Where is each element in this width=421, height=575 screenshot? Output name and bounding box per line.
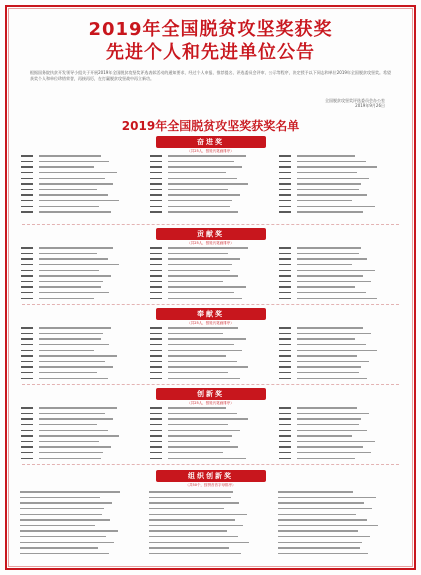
section-divider bbox=[22, 224, 399, 225]
awardee-detail-placeholder bbox=[297, 189, 359, 190]
awardee-detail-placeholder bbox=[168, 344, 234, 345]
awardee-detail-placeholder bbox=[168, 430, 240, 431]
awardee-detail-placeholder bbox=[297, 344, 366, 345]
awardee-detail-placeholder bbox=[20, 514, 102, 515]
awardee-detail-placeholder bbox=[297, 327, 363, 328]
awardee-detail-placeholder bbox=[39, 270, 99, 271]
announcement-title-line2: 先进个人和先进单位公告 bbox=[106, 42, 315, 63]
award-entry-row bbox=[149, 456, 272, 462]
awardee-detail-placeholder bbox=[168, 253, 228, 254]
awardee-detail-placeholder bbox=[297, 281, 371, 282]
awardee-detail-placeholder bbox=[297, 211, 363, 212]
awardee-detail-placeholder bbox=[297, 430, 367, 431]
awardee-detail-placeholder bbox=[297, 424, 359, 425]
awardee-detail-placeholder bbox=[20, 525, 95, 526]
awardee-detail-placeholder bbox=[278, 553, 368, 554]
awardee-detail-placeholder bbox=[278, 542, 362, 543]
awardee-detail-placeholder bbox=[168, 366, 248, 367]
name-column bbox=[20, 490, 143, 556]
awardee-detail-placeholder bbox=[297, 355, 357, 356]
awardee-name-placeholder bbox=[278, 376, 296, 382]
awardee-detail-placeholder bbox=[20, 553, 109, 554]
awardee-detail-placeholder bbox=[168, 270, 230, 271]
section-count: （共25人，按姓氏笔画排序） bbox=[187, 149, 234, 153]
awardee-detail-placeholder bbox=[168, 172, 226, 173]
awardee-detail-placeholder bbox=[297, 418, 361, 419]
awardee-detail-placeholder bbox=[20, 530, 118, 531]
name-column bbox=[149, 246, 272, 302]
awardee-detail-placeholder bbox=[168, 183, 248, 184]
name-column bbox=[278, 246, 401, 302]
awardee-detail-placeholder bbox=[297, 161, 366, 162]
award-org-row bbox=[278, 552, 401, 556]
awardee-name-placeholder bbox=[278, 296, 296, 302]
name-column bbox=[149, 154, 272, 221]
awardee-detail-placeholder bbox=[39, 275, 111, 276]
awardee-detail-placeholder bbox=[149, 508, 224, 509]
section-title: 创新奖 bbox=[156, 388, 266, 400]
awardee-detail-placeholder bbox=[168, 247, 248, 248]
awardee-name-placeholder bbox=[20, 456, 38, 462]
awardee-detail-placeholder bbox=[168, 286, 246, 287]
awardee-detail-placeholder bbox=[168, 189, 228, 190]
section-title: 贡献奖 bbox=[156, 228, 266, 240]
awardee-detail-placeholder bbox=[39, 350, 94, 351]
awardee-detail-placeholder bbox=[297, 378, 367, 379]
awardee-detail-placeholder bbox=[39, 430, 108, 431]
award-entry-row bbox=[278, 296, 401, 302]
awardee-detail-placeholder bbox=[20, 491, 120, 492]
awardee-detail-placeholder bbox=[20, 536, 106, 537]
name-column bbox=[149, 490, 272, 556]
awardee-detail-placeholder bbox=[168, 378, 240, 379]
awardee-detail-placeholder bbox=[168, 281, 223, 282]
awardee-detail-placeholder bbox=[39, 327, 111, 328]
awardee-detail-placeholder bbox=[149, 536, 238, 537]
awardee-detail-placeholder bbox=[168, 372, 228, 373]
awardee-detail-placeholder bbox=[168, 333, 223, 334]
name-column bbox=[20, 326, 143, 382]
awardee-detail-placeholder bbox=[39, 441, 99, 442]
awardee-name-placeholder bbox=[278, 210, 296, 216]
name-column bbox=[278, 490, 401, 556]
awardee-detail-placeholder bbox=[39, 333, 103, 334]
awardee-name-placeholder bbox=[20, 376, 38, 382]
awardee-detail-placeholder bbox=[39, 258, 108, 259]
awardee-detail-placeholder bbox=[39, 253, 97, 254]
section-title: 组织创新奖 bbox=[156, 470, 266, 482]
awardee-detail-placeholder bbox=[168, 258, 240, 259]
section-header-fenjin bbox=[156, 136, 266, 154]
awardee-detail-placeholder bbox=[297, 264, 352, 265]
section-title: 奉献奖 bbox=[156, 308, 266, 320]
awardee-detail-placeholder bbox=[278, 502, 364, 503]
awardee-detail-placeholder bbox=[168, 355, 226, 356]
awardee-detail-placeholder bbox=[297, 155, 355, 156]
awardee-detail-placeholder bbox=[168, 264, 232, 265]
name-column bbox=[20, 406, 143, 462]
awardee-detail-placeholder bbox=[168, 292, 234, 293]
awardee-detail-placeholder bbox=[39, 372, 97, 373]
awardee-detail-placeholder bbox=[278, 497, 376, 498]
awardee-detail-placeholder bbox=[39, 264, 119, 265]
awardee-detail-placeholder bbox=[168, 166, 242, 167]
awardee-detail-placeholder bbox=[39, 206, 99, 207]
name-grid-fenjin bbox=[20, 154, 401, 221]
awardee-detail-placeholder bbox=[39, 166, 94, 167]
awardee-detail-placeholder bbox=[20, 497, 100, 498]
awardee-detail-placeholder bbox=[297, 253, 359, 254]
awardee-detail-placeholder bbox=[20, 547, 98, 548]
awardee-detail-placeholder bbox=[297, 194, 367, 195]
awardee-detail-placeholder bbox=[297, 258, 367, 259]
awardee-name-placeholder bbox=[278, 456, 296, 462]
awardee-detail-placeholder bbox=[168, 298, 242, 299]
awardee-detail-placeholder bbox=[39, 452, 103, 453]
awardee-detail-placeholder bbox=[297, 350, 377, 351]
awardee-detail-placeholder bbox=[297, 206, 375, 207]
awardee-detail-placeholder bbox=[278, 525, 378, 526]
awardee-detail-placeholder bbox=[297, 270, 375, 271]
awardee-detail-placeholder bbox=[39, 161, 109, 162]
section-count: （共25人，按姓氏笔画排序） bbox=[187, 321, 234, 325]
awardee-detail-placeholder bbox=[39, 407, 117, 408]
awardee-detail-placeholder bbox=[39, 211, 111, 212]
awardee-detail-placeholder bbox=[297, 407, 357, 408]
award-org-row bbox=[149, 552, 272, 556]
awardee-detail-placeholder bbox=[278, 491, 353, 492]
awardee-detail-placeholder bbox=[39, 435, 119, 436]
awardee-detail-placeholder bbox=[168, 458, 246, 459]
awardee-detail-placeholder bbox=[39, 292, 109, 293]
awardee-detail-placeholder bbox=[297, 275, 363, 276]
awardee-detail-placeholder bbox=[168, 194, 240, 195]
name-grid-zuzhi bbox=[20, 490, 401, 556]
awardee-detail-placeholder bbox=[149, 530, 227, 531]
awardee-detail-placeholder bbox=[297, 458, 355, 459]
awardee-detail-placeholder bbox=[20, 519, 110, 520]
name-grid-fengxian bbox=[20, 326, 401, 382]
award-entry-row bbox=[278, 210, 401, 216]
awardee-detail-placeholder bbox=[168, 161, 234, 162]
awardee-detail-placeholder bbox=[168, 200, 232, 201]
awardee-detail-placeholder bbox=[39, 458, 101, 459]
award-org-row bbox=[20, 552, 143, 556]
awardee-detail-placeholder bbox=[297, 366, 361, 367]
awardee-detail-placeholder bbox=[168, 361, 237, 362]
section-divider bbox=[22, 384, 399, 385]
award-entry-row bbox=[278, 376, 401, 382]
section-header-chuangxin bbox=[156, 388, 266, 406]
awardee-detail-placeholder bbox=[297, 183, 361, 184]
awardee-detail-placeholder bbox=[297, 298, 377, 299]
section-count: （共50个，按拼音首字母排序） bbox=[185, 483, 236, 487]
awardee-detail-placeholder bbox=[39, 286, 101, 287]
awardee-detail-placeholder bbox=[168, 327, 238, 328]
signature-org: 全国脱贫攻坚奖评选委员会办公室 bbox=[325, 98, 385, 103]
awardee-detail-placeholder bbox=[297, 200, 352, 201]
awardee-detail-placeholder bbox=[278, 530, 358, 531]
awardee-detail-placeholder bbox=[297, 361, 369, 362]
awardee-detail-placeholder bbox=[168, 178, 237, 179]
section-header-fengxian bbox=[156, 308, 266, 326]
name-column bbox=[278, 154, 401, 221]
awardee-detail-placeholder bbox=[149, 519, 235, 520]
awardee-detail-placeholder bbox=[278, 514, 356, 515]
name-grid-chuangxin bbox=[20, 406, 401, 462]
awardee-detail-placeholder bbox=[168, 452, 223, 453]
awardee-detail-placeholder bbox=[20, 502, 112, 503]
awardee-detail-placeholder bbox=[168, 424, 228, 425]
awardee-detail-placeholder bbox=[149, 542, 249, 543]
awardee-detail-placeholder bbox=[297, 172, 357, 173]
awardee-detail-placeholder bbox=[149, 553, 241, 554]
awardee-detail-placeholder bbox=[39, 183, 113, 184]
awardee-detail-placeholder bbox=[297, 338, 355, 339]
awardee-detail-placeholder bbox=[149, 514, 247, 515]
awardee-detail-placeholder bbox=[149, 502, 239, 503]
awardee-detail-placeholder bbox=[168, 155, 246, 156]
awardee-detail-placeholder bbox=[278, 536, 370, 537]
name-column bbox=[20, 246, 143, 302]
award-list-title: 2019年全国脱贫攻坚奖获奖名单 bbox=[121, 119, 300, 133]
awardee-detail-placeholder bbox=[39, 200, 119, 201]
section-count: （共25人，按姓氏笔画排序） bbox=[187, 241, 234, 245]
announcement-title-line1: 2019年全国脱贫攻坚奖获奖 bbox=[88, 19, 333, 40]
signature-block bbox=[325, 98, 385, 108]
awardee-detail-placeholder bbox=[39, 338, 101, 339]
awardee-detail-placeholder bbox=[168, 418, 248, 419]
awardee-detail-placeholder bbox=[39, 446, 111, 447]
awardee-detail-placeholder bbox=[297, 413, 369, 414]
awardee-detail-placeholder bbox=[39, 247, 113, 248]
section-title: 奋进奖 bbox=[156, 136, 266, 148]
section-divider bbox=[22, 464, 399, 465]
award-entry-row bbox=[20, 210, 143, 216]
awardee-name-placeholder bbox=[149, 376, 167, 382]
awardee-detail-placeholder bbox=[39, 418, 113, 419]
awardee-detail-placeholder bbox=[39, 424, 97, 425]
awardee-detail-placeholder bbox=[39, 344, 109, 345]
awardee-detail-placeholder bbox=[168, 407, 226, 408]
award-entry-row bbox=[20, 376, 143, 382]
awardee-detail-placeholder bbox=[168, 413, 237, 414]
awardee-detail-placeholder bbox=[297, 292, 366, 293]
name-column bbox=[149, 326, 272, 382]
awardee-detail-placeholder bbox=[168, 206, 230, 207]
award-entry-row bbox=[20, 296, 143, 302]
award-entry-row bbox=[149, 296, 272, 302]
award-entry-row bbox=[20, 456, 143, 462]
name-column bbox=[20, 154, 143, 221]
awardee-detail-placeholder bbox=[168, 441, 230, 442]
section-header-gongxian bbox=[156, 228, 266, 246]
awardee-detail-placeholder bbox=[297, 166, 377, 167]
awardee-detail-placeholder bbox=[168, 435, 232, 436]
section-header-zuzhi bbox=[156, 470, 266, 488]
awardee-detail-placeholder bbox=[297, 333, 371, 334]
awardee-detail-placeholder bbox=[168, 338, 246, 339]
awardee-name-placeholder bbox=[149, 210, 167, 216]
awardee-detail-placeholder bbox=[149, 491, 233, 492]
awardee-detail-placeholder bbox=[149, 497, 231, 498]
awardee-detail-placeholder bbox=[278, 508, 372, 509]
awardee-detail-placeholder bbox=[297, 452, 371, 453]
awardee-detail-placeholder bbox=[20, 542, 114, 543]
awardee-detail-placeholder bbox=[149, 525, 243, 526]
award-entry-row bbox=[149, 210, 272, 216]
awardee-detail-placeholder bbox=[297, 446, 363, 447]
awardee-detail-placeholder bbox=[168, 211, 238, 212]
awardee-detail-placeholder bbox=[39, 413, 105, 414]
awardee-detail-placeholder bbox=[297, 286, 355, 287]
name-column bbox=[278, 406, 401, 462]
name-column bbox=[278, 326, 401, 382]
awardee-detail-placeholder bbox=[39, 172, 117, 173]
awardee-detail-placeholder bbox=[39, 378, 108, 379]
awardee-detail-placeholder bbox=[297, 441, 375, 442]
awardee-name-placeholder bbox=[149, 456, 167, 462]
awardee-detail-placeholder bbox=[39, 189, 97, 190]
awardee-name-placeholder bbox=[20, 296, 38, 302]
awardee-detail-placeholder bbox=[39, 298, 94, 299]
awardee-detail-placeholder bbox=[149, 547, 229, 548]
awardee-detail-placeholder bbox=[297, 435, 352, 436]
signature-date: 2019年9月26日 bbox=[355, 103, 385, 108]
awardee-detail-placeholder bbox=[39, 178, 105, 179]
awardee-detail-placeholder bbox=[278, 519, 367, 520]
awardee-detail-placeholder bbox=[39, 155, 101, 156]
name-column bbox=[149, 406, 272, 462]
awardee-detail-placeholder bbox=[168, 275, 238, 276]
awardee-name-placeholder bbox=[149, 296, 167, 302]
awardee-detail-placeholder bbox=[297, 247, 361, 248]
awardee-detail-placeholder bbox=[39, 281, 103, 282]
award-entry-row bbox=[278, 456, 401, 462]
section-divider bbox=[22, 304, 399, 305]
awardee-detail-placeholder bbox=[297, 178, 369, 179]
name-grid-gongxian bbox=[20, 246, 401, 302]
award-entry-row bbox=[149, 376, 272, 382]
awardee-detail-placeholder bbox=[297, 372, 359, 373]
awardee-detail-placeholder bbox=[39, 194, 108, 195]
awardee-detail-placeholder bbox=[168, 350, 242, 351]
awardee-detail-placeholder bbox=[278, 547, 360, 548]
intro-paragraph: 根据国务院扶贫开发领导小组关于开展2019年全国脱贫攻坚奖评选表彰活动的通知要求，经过个人申报、推荐提名、评选委员会评审、公示等程序，决定授予以下同志和单位2019年全国脱贫攻坚奖。希望获奖个人和单位珍惜荣誉，再接再厉，在打赢脱贫攻坚战中再立新功。 bbox=[30, 70, 391, 81]
awardee-detail-placeholder bbox=[20, 508, 104, 509]
awardee-detail-placeholder bbox=[39, 366, 113, 367]
awardee-name-placeholder bbox=[20, 210, 38, 216]
awardee-detail-placeholder bbox=[39, 355, 117, 356]
awardee-detail-placeholder bbox=[39, 361, 105, 362]
section-count: （共25人，按姓氏笔画排序） bbox=[187, 401, 234, 405]
awardee-detail-placeholder bbox=[168, 446, 238, 447]
